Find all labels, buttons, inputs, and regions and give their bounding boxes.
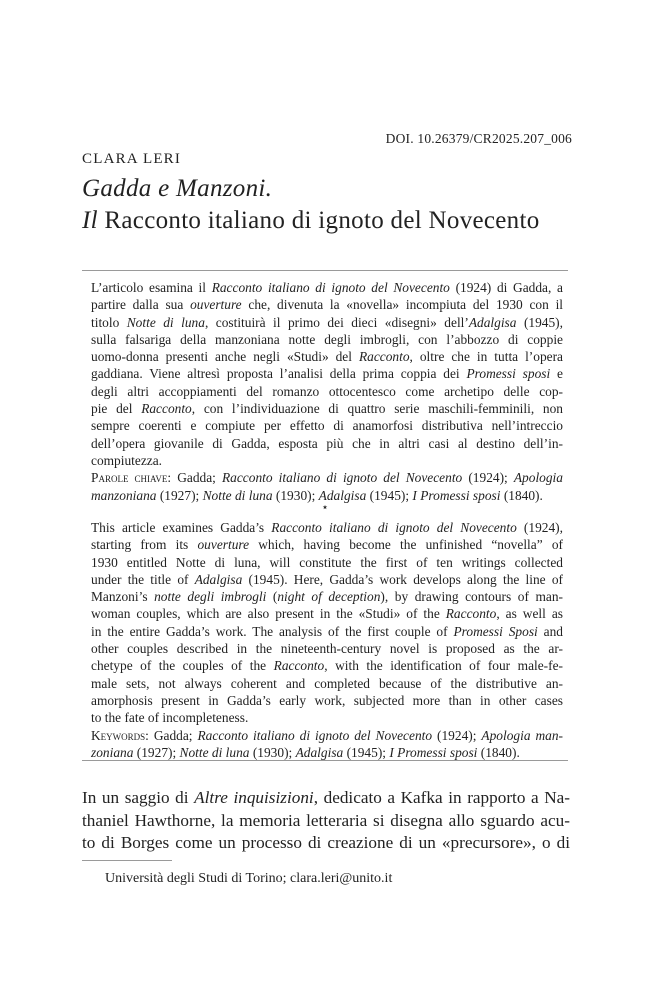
keywords-label: Keywords xyxy=(91,727,146,743)
star-separator-icon: ⋆ xyxy=(321,500,329,514)
abstract-en-line: in the entire Gadda’s work. The analysis of the first couple of Promessi Sposi and xyxy=(91,623,563,639)
abstract-it-line: sulla falsariga della manzoniana notte degli imbrogli, con l’abbozzo di coppie xyxy=(91,331,563,347)
keywords-en-line-2: zoniana (1927); Notte di luna (1930); Adalgisa (1945); I Promessi sposi (1840). xyxy=(91,744,520,760)
abstract-en-line: starting from its ouverture which, having become the unfinished “novella” of xyxy=(91,537,564,553)
article-title-line-1: Gadda e Manzoni. xyxy=(82,175,273,202)
abstract-it-line: sempre coerenti e compiute per effetto di anamorfosi distributiva nell’intreccio xyxy=(91,418,563,434)
abstract-en-line: male sets, not always coherent and completed because of the distributive an- xyxy=(91,675,563,691)
abstract-en-line: This article examines Gadda’s Racconto italiano di ignoto del Novecento (1924), xyxy=(91,520,563,535)
keywords-en: Keywords: Gadda; Racconto italiano di ignoto del Novecento (1924); Apologia man- xyxy=(91,727,564,743)
footnote-rule xyxy=(82,860,172,861)
abstract-en-line: chetype of the couples of the Racconto, with the identification of four male-fe- xyxy=(91,658,563,674)
keywords-label: Parole chiave xyxy=(91,470,168,486)
abstract-en-line: amorphosis present in Gadda’s early work, subjected more than in other cases xyxy=(91,692,563,708)
abstract-it-line: partire dalla sua ouverture che, divenuta la «novella» incompiuta del 1930 con il xyxy=(91,297,564,313)
abstract-it-line: uomo-donna presenti anche negli «Studi» del Racconto, oltre che in tutta l’opera xyxy=(91,349,564,365)
abstract-en-line: to the fate of incompleteness. xyxy=(91,710,249,726)
abstract-en-line: 1930 entitled Notte di luna, will constitute the first of ten writings collected xyxy=(91,554,563,570)
abstract-en-line: Manzoni’s notte degli imbrogli (night of deception), by drawing contours of man- xyxy=(91,589,563,605)
abstract-bottom-rule xyxy=(82,760,568,761)
abstract-italian xyxy=(91,279,563,504)
title-italic-part: Il xyxy=(82,207,98,234)
body-paragraph xyxy=(82,787,570,855)
abstract-en-line: other couples described in the nineteenth-century novel is proposed as the ar- xyxy=(91,641,563,657)
body-line: thaniel Hawthorne, la memoria letteraria si disegna allo sguardo acu- xyxy=(82,810,570,830)
author-name: CLARA LERI xyxy=(82,151,182,167)
title-rest: Racconto italiano di ignoto del Novecento xyxy=(97,207,540,234)
abstract-it-line: gaddiana. Viene altresì proposta l’analisi della prima coppia dei Promessi sposi e xyxy=(91,366,564,382)
abstract-it-line: dell’opera giovanile di Gadda, esposta più che in altri casi al destino dell’in- xyxy=(91,435,563,451)
doi: DOI. 10.26379/CR2025.207_006 xyxy=(385,131,572,146)
abstract-english xyxy=(91,519,563,761)
body-line: to di Borges come un processo di creazione di un «precursore», o di xyxy=(82,833,570,853)
abstract-it-line: degli altri accoppiamenti del romanzo ottocentesco come archetipo delle cop- xyxy=(91,383,563,399)
abstract-en-line: woman couples, which are also present in the «Studi» of the Racconto, as well as xyxy=(91,606,563,622)
abstract-top-rule xyxy=(82,270,568,271)
abstract-it-line: titolo Notte di luna, costituirà il primo dei dieci «disegni» dell’Adalgisa (1945), xyxy=(91,314,563,330)
abstract-it-line: pie del Racconto, con l’individuazione di quattro serie maschili-femminili, non xyxy=(91,401,563,417)
abstract-it-line: L’articolo esamina il Racconto italiano di ignoto del Novecento (1924) di Gadda, a xyxy=(91,280,563,295)
abstract-en-line: under the title of Adalgisa (1945). Here, Gadda’s work develops along the line of xyxy=(91,571,563,587)
keywords-it-line-2: manzoniana (1927); Notte di luna (1930); Adalgisa (1945); I Promessi sposi (1840). xyxy=(91,487,543,503)
keywords-it: Parole chiave: Gadda; Racconto italiano di ignoto del Novecento (1924); Apologia xyxy=(91,470,563,486)
article-title-line-2 xyxy=(82,207,540,235)
abstract-it-line: compiutezza. xyxy=(91,452,163,468)
body-line: In un saggio di Altre inquisizioni, dedicato a Kafka in rapporto a Na- xyxy=(82,788,571,807)
footnote-affiliation: Università degli Studi di Torino; clara.leri@unito.it xyxy=(105,871,393,886)
